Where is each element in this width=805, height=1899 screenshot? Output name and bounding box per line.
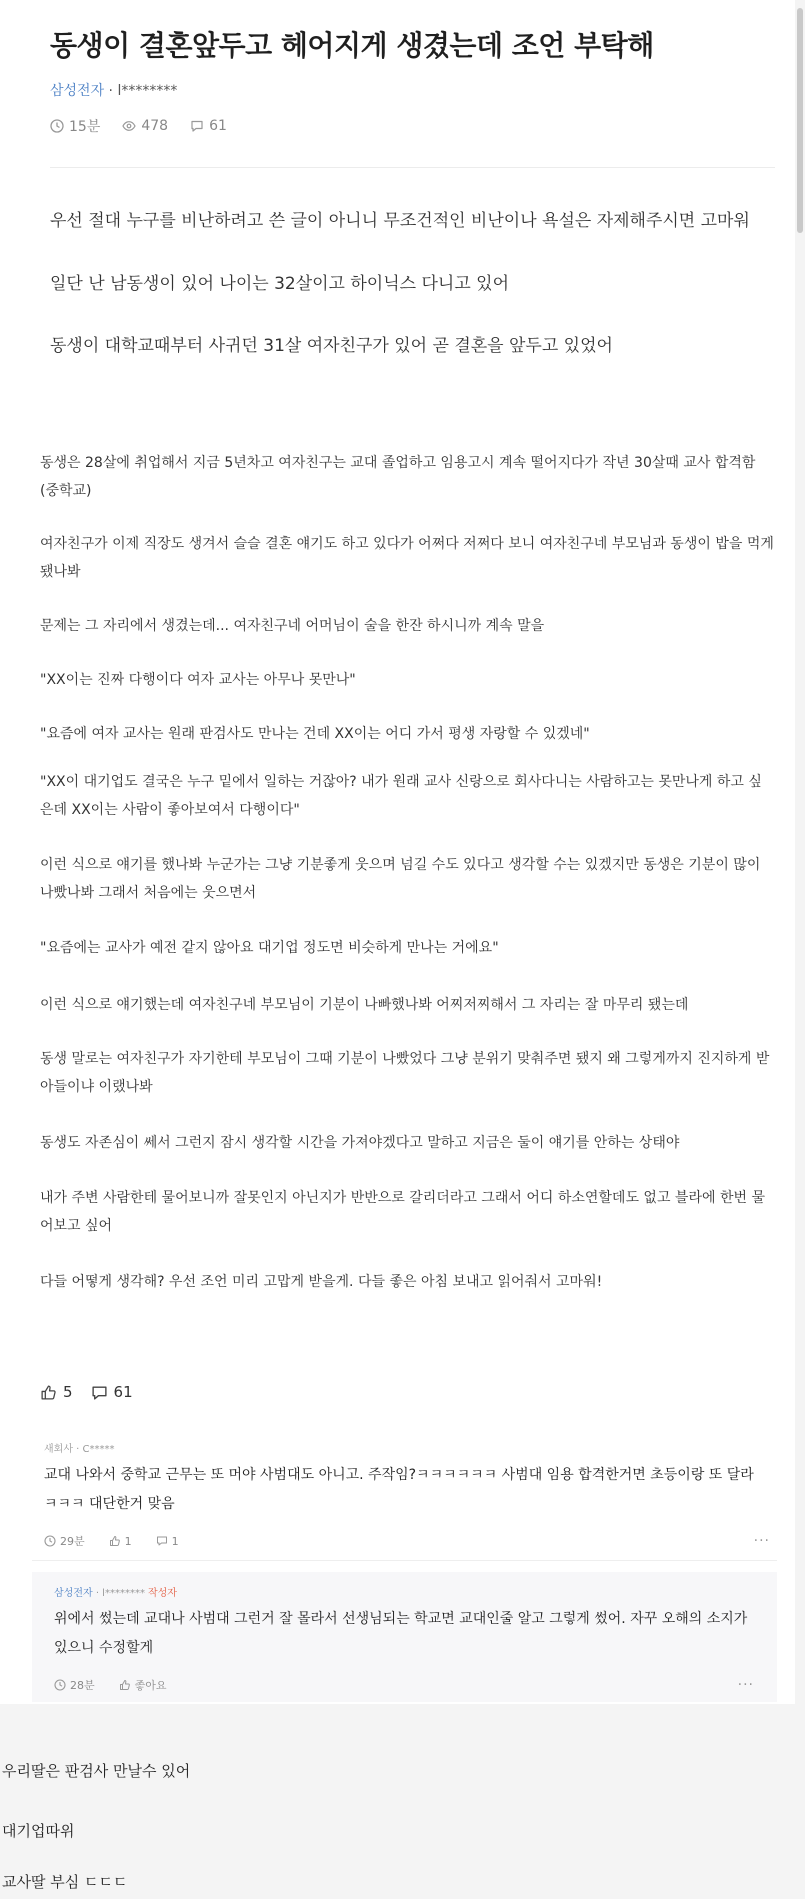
comment-text: 교대 나와서 중학교 근무는 또 머야 사범대도 아니고. 주작임?ㅋㅋㅋㅋㅋㅋ 사범대 임용 합격한거면 초등이랑 또 달라 ㅋㅋㅋ 대단한거 맞음 (44, 1467, 754, 1512)
reaction-captions (0, 1704, 805, 1899)
caption-line: 대기업따위 (2, 1822, 75, 1840)
body-paragraph: "요즘에는 교사가 예전 같지 않아요 대기업 정도면 비슷하게 만나는 거에요" (40, 940, 499, 956)
body-paragraph: 이런 식으로 얘기했는데 여자친구네 부모님이 기분이 나빠했나봐 어찌저찌해서 그 자리는 잘 마무리 됐는데 (40, 997, 689, 1013)
reply-author[interactable] (54, 1584, 754, 1599)
comment-count: 61 (113, 1383, 133, 1401)
eye-icon (122, 119, 136, 133)
post-views-value: 478 (141, 118, 169, 134)
body-paragraph: 동생도 자존심이 쎄서 그런지 잠시 생각할 시간을 가져야겠다고 말하고 지금은 둘이 얘기를 안하는 상태야 (40, 1135, 680, 1151)
comment-author[interactable]: 새회사 · C***** (44, 1444, 115, 1455)
reply-more-button[interactable]: ··· (737, 1677, 754, 1693)
reply-like-button[interactable] (119, 1677, 167, 1693)
thumbs-up-icon (40, 1384, 57, 1401)
body-paragraph: 여자친구가 이제 직장도 생겨서 슬슬 결혼 얘기도 하고 있다가 어쩌다 저쩌다 보니 여자친구네 부모님과 동생이 밥을 먹게 됐나봐 (40, 536, 774, 580)
like-count: 5 (63, 1383, 73, 1401)
reply-meta (54, 1677, 754, 1693)
reply-time (54, 1677, 95, 1693)
clock-icon (50, 119, 64, 133)
post-meta (50, 116, 227, 136)
reply-company[interactable]: 삼성전자 (54, 1588, 93, 1599)
comment-meta (44, 1533, 770, 1549)
post-author[interactable] (50, 80, 177, 100)
like-button[interactable] (40, 1383, 73, 1401)
clock-icon (54, 1679, 66, 1691)
caption-line: 교사딸 부심 ㄷㄷㄷ (2, 1873, 128, 1891)
post-time-value: 15분 (69, 119, 101, 135)
comment-reply-button[interactable] (156, 1535, 179, 1548)
comment-icon (156, 1535, 168, 1547)
body-paragraph: 동생은 28살에 취업해서 지금 5년차고 여자친구는 교대 졸업하고 임용고시 계속 떨어지다가 작년 30살때 교사 합격함 (중학교) (40, 455, 756, 499)
reply-text: 위에서 썼는데 교대나 사범대 그런거 잘 몰라서 선생님되는 학교면 교대인줄 알고 그렇게 썼어. 자꾸 오해의 소지가 있으니 수정할게 (54, 1611, 748, 1656)
reply-time-value: 28분 (70, 1679, 95, 1692)
post-views (122, 116, 168, 136)
body-paragraph: "XX이 대기업도 결국은 누구 밑에서 일하는 거잖아? 내가 원래 교사 신랑으로 회사다니는 사람하고는 못만나게 하고 싶은데 XX이는 사람이 좋아보여서 다행이다" (40, 774, 762, 818)
comment-reply-count: 1 (171, 1534, 179, 1548)
post-title: 동생이 결혼앞두고 헤어지게 생겼는데 조언 부탁해 (50, 29, 654, 62)
scrollbar[interactable] (795, 0, 805, 1704)
reply-content (54, 1584, 754, 1693)
body-paragraph: 다들 어떻게 생각해? 우선 조언 미리 고맙게 받을게. 다들 좋은 아침 보내고 읽어줘서 고마워! (40, 1274, 603, 1290)
title-divider (50, 167, 775, 168)
body-paragraph: "XX이는 진짜 다행이다 여자 교사는 아무나 못만나" (40, 672, 356, 688)
body-paragraph: 내가 주변 사람한테 물어보니까 잘못인지 아닌지가 반반으로 갈리더라고 그래서 어디 하소연할데도 없고 블라에 한번 물어보고 싶어 (40, 1190, 765, 1234)
comment-more-button[interactable]: ··· (753, 1533, 770, 1549)
reply (32, 1572, 777, 1702)
comment-button[interactable] (91, 1383, 133, 1401)
author-badge: 작성자 (147, 1588, 177, 1599)
comment-icon (91, 1384, 108, 1401)
author-id: · l******** (104, 83, 178, 99)
caption-line: 우리딸은 판검사 만날수 있어 (2, 1762, 191, 1780)
intro-paragraph: 동생이 대학교때부터 사귀던 31살 여자친구가 있어 곧 결혼을 앞두고 있었어 (50, 336, 613, 356)
post-comments-value: 61 (209, 118, 227, 134)
comment-like-button[interactable] (109, 1535, 132, 1548)
comment-time-value: 29분 (60, 1535, 85, 1548)
body-paragraph: 동생 말로는 여자친구가 자기한테 부모님이 그때 기분이 나빴었다 그냥 분위기 맞춰주면 됐지 왜 그렇게까지 진지하게 받아들이냐 이랬나봐 (40, 1051, 770, 1095)
intro-paragraph: 일단 난 남동생이 있어 나이는 32살이고 하이닉스 다니고 있어 (50, 274, 509, 294)
reply-author-id: · l******** (92, 1588, 145, 1599)
author-company[interactable]: 삼성전자 (50, 83, 105, 99)
scrollbar-thumb[interactable] (797, 8, 803, 233)
clock-icon (44, 1535, 56, 1547)
comment-divider (32, 1560, 777, 1561)
comment-time (44, 1533, 85, 1549)
post-comments[interactable] (190, 116, 227, 136)
reply-like-label: 좋아요 (134, 1679, 167, 1692)
comment-like-count: 1 (124, 1534, 132, 1548)
body-paragraph: 문제는 그 자리에서 생겼는데... 여자친구네 어머님이 술을 한잔 하시니까 계속 말을 (40, 618, 545, 634)
post-time (50, 116, 100, 136)
comment (44, 1440, 770, 1549)
body-paragraph: "요즘에 여자 교사는 원래 판검사도 만나는 건데 XX이는 어디 가서 평생 자랑할 수 있겠네" (40, 726, 590, 742)
intro-paragraph: 우선 절대 누구를 비난하려고 쓴 글이 아니니 무조건적인 비난이나 욕설은 자제해주시면 고마워 (50, 211, 750, 231)
body-paragraph: 이런 식으로 얘기를 했나봐 누군가는 그냥 기분좋게 웃으며 넘길 수도 있다고 생각할 수는 있겠지만 동생은 기분이 많이 나빴나봐 그래서 처음에는 웃으면서 (40, 857, 761, 901)
post-reactions (40, 1383, 133, 1401)
comment-icon (190, 119, 204, 133)
thumbs-up-icon (109, 1535, 121, 1547)
thumbs-up-icon (119, 1679, 131, 1691)
